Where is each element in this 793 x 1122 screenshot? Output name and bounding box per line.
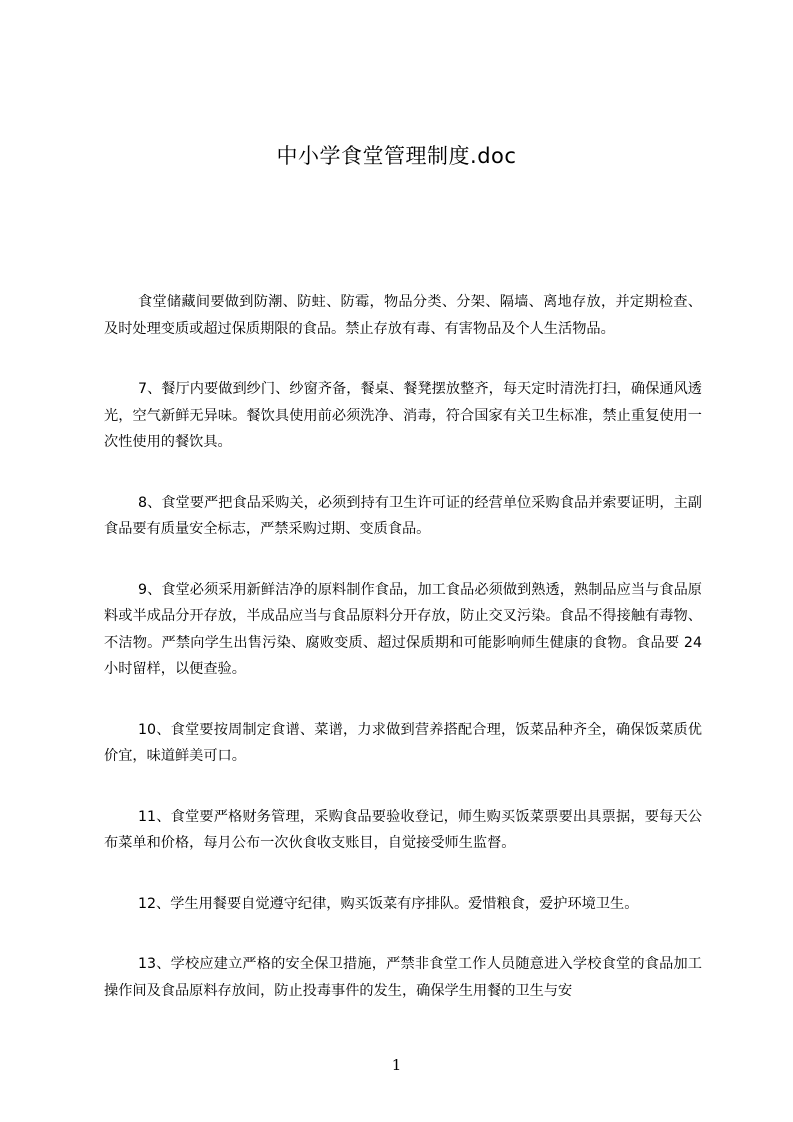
document-title: 中小学食堂管理制度.doc	[276, 144, 517, 168]
paragraph-10: 10、食堂要按周制定食谱、菜谱，力求做到营养搭配合理，饭菜品种齐全，确保饭菜质优价宜，味道鲜美可口。	[104, 721, 702, 764]
paragraph-11: 11、食堂要严格财务管理，采购食品要验收登记，师生购买饭菜票要出具票据，要每天公布菜单和价格，每月公布一次伙食收支账目，自觉接受师生监督。	[104, 808, 702, 851]
paragraph-12: 12、学生用餐要自觉遵守纪律，购买饭菜有序排队。爱惜粮食，爱护环境卫生。	[138, 895, 639, 912]
paragraph-8: 8、食堂要严把食品采购关，必须到持有卫生许可证的经营单位采购食品并索要证明，主副食品要有质量安全标志，严禁采购过期、变质食品。	[104, 494, 702, 537]
paragraph-7: 7、餐厅内要做到纱门、纱窗齐备，餐桌、餐凳摆放整齐，每天定时清洗打扫，确保通风透光，空气新鲜无异味。餐饮具使用前必须洗净、消毒，符合国家有关卫生标准，禁止重复使用一次性使用的餐饮具。	[104, 381, 702, 450]
document-body	[104, 289, 702, 1038]
page-number: 1	[391, 1056, 402, 1074]
paragraph-storage: 食堂储藏间要做到防潮、防蛀、防霉，物品分类、分架、隔墙、离地存放，并定期检查、及时处理变质或超过保质期限的食品。禁止存放有毒、有害物品及个人生活物品。	[104, 294, 702, 337]
paragraph-9: 9、食堂必须采用新鲜洁净的原料制作食品，加工食品必须做到熟透，熟制品应当与食品原料或半成品分开存放，半成品应当与食品原料分开存放，防止交叉污染。食品不得接触有毒物、不洁物。严禁向学生出售污染、腐败变质、超过保质期和可能影响师生健康的食物。食品要 24 小时留样，以便查验。	[104, 581, 702, 677]
paragraph-13: 13、学校应建立严格的安全保卫措施，严禁非食堂工作人员随意进入学校食堂的食品加工操作间及食品原料存放间，防止投毒事件的发生，确保学生用餐的卫生与安	[104, 956, 702, 999]
